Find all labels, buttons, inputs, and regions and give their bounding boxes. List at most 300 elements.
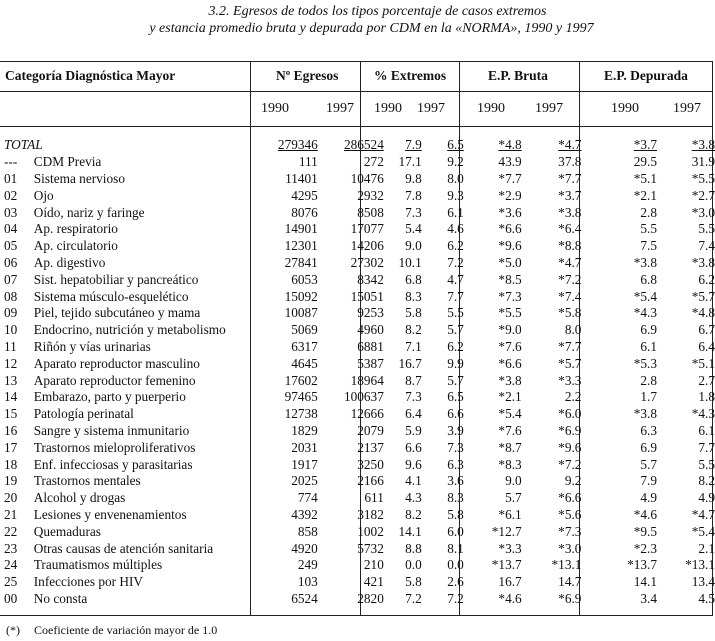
- row-value: *3.7: [558, 187, 582, 203]
- table-row: [4, 238, 715, 255]
- row-value: 2.6: [447, 574, 464, 590]
- row-value: *2.7: [691, 187, 715, 203]
- row-value: *3.8: [633, 254, 658, 270]
- total-row: [4, 137, 715, 154]
- row-category: Endocrino, nutrición y metabolismo: [33, 322, 226, 338]
- row-value: *4.7: [691, 506, 715, 522]
- row-value: 5.7: [447, 372, 464, 388]
- row-value: 6.2: [447, 338, 464, 354]
- row-value: *7.3: [558, 523, 582, 539]
- table-row: [4, 255, 715, 272]
- row-value: *3.0: [558, 540, 582, 556]
- top-rule: [0, 61, 713, 62]
- row-value: 6317: [291, 338, 318, 354]
- row-value: 2.1: [698, 540, 715, 556]
- row-code: 16: [4, 422, 18, 438]
- row-value: *3.8: [558, 204, 582, 220]
- row-category: Sistema músculo-esquelético: [33, 288, 189, 304]
- header-ep-depurada: E.P. Depurada: [604, 68, 688, 83]
- row-value: 16.7: [398, 355, 422, 371]
- row-category: Oído, nariz y faringe: [33, 204, 145, 220]
- table-row: [4, 305, 715, 322]
- row-value: 14.7: [558, 574, 582, 590]
- row-value: 1829: [291, 422, 318, 438]
- row-category: Riñón y vías urinarias: [33, 338, 151, 354]
- row-value: 8.2: [405, 322, 422, 338]
- header-egresos: Nº Egresos: [276, 68, 339, 83]
- row-value: 27841: [284, 254, 318, 270]
- row-value: 6.3: [640, 422, 658, 438]
- row-category: Quemaduras: [33, 523, 101, 539]
- table-row: [4, 456, 715, 473]
- row-value: 210: [363, 557, 384, 573]
- table-row: [4, 221, 715, 238]
- row-value: 17.1: [398, 154, 422, 170]
- total-value: *4.7: [558, 137, 582, 153]
- row-code: 15: [4, 406, 18, 422]
- row-value: 2.2: [564, 389, 582, 405]
- row-value: *5.3: [633, 355, 658, 371]
- row-value: *7.7: [558, 338, 582, 354]
- table-row: [4, 322, 715, 339]
- row-value: 858: [297, 523, 318, 539]
- row-code: 10: [4, 322, 18, 338]
- row-value: *8.3: [498, 456, 522, 472]
- row-value: 5.8: [447, 506, 464, 522]
- row-value: 27302: [350, 254, 384, 270]
- row-value: 8076: [291, 204, 318, 220]
- row-value: 4645: [291, 355, 318, 371]
- row-value: *8.8: [558, 238, 582, 254]
- row-value: *6.6: [498, 355, 522, 371]
- row-value: *5.7: [691, 288, 715, 304]
- row-code: 25: [4, 574, 18, 590]
- row-value: 97465: [284, 389, 318, 405]
- row-category: Enf. infecciosas y parasitarias: [33, 456, 193, 472]
- footnote: [6, 623, 217, 638]
- row-value: *5.8: [558, 305, 582, 321]
- row-value: 14.1: [398, 523, 422, 539]
- row-value: *4.6: [633, 506, 658, 522]
- row-value: 5.4: [405, 221, 422, 237]
- row-value: *5.7: [558, 355, 582, 371]
- row-value: *4.3: [633, 305, 658, 321]
- row-value: 4.7: [447, 271, 464, 287]
- row-category: Trastornos mentales: [33, 473, 141, 489]
- row-value: *9.5: [633, 523, 658, 539]
- table-row: [4, 557, 715, 574]
- row-value: 4.9: [640, 490, 658, 506]
- row-value: 5.7: [447, 322, 464, 338]
- row-code: 12: [4, 355, 18, 371]
- row-value: 8.3: [405, 288, 422, 304]
- row-value: 2079: [357, 422, 384, 438]
- table-row: [4, 187, 715, 204]
- year-header: 1990: [374, 101, 402, 116]
- row-value: *3.0: [691, 204, 715, 220]
- total-value: 6.5: [447, 137, 464, 153]
- total-value: *4.8: [498, 137, 522, 153]
- total-value: *3.8: [691, 137, 715, 153]
- total-label: TOTAL: [4, 137, 43, 153]
- year-header: 1990: [477, 101, 505, 116]
- row-value: *6.9: [558, 590, 582, 606]
- row-value: *5.1: [691, 355, 715, 371]
- row-value: 8.0: [447, 170, 464, 186]
- row-value: *6.6: [558, 490, 582, 506]
- row-value: 7.3: [405, 389, 422, 405]
- table-row: [4, 355, 715, 372]
- row-value: 10.1: [398, 254, 422, 270]
- row-value: 5.5: [698, 221, 715, 237]
- row-value: *2.1: [498, 389, 522, 405]
- row-value: 5.7: [640, 456, 658, 472]
- row-value: *4.8: [691, 305, 715, 321]
- row-value: 0.0: [405, 557, 422, 573]
- row-value: 7.8: [405, 187, 422, 203]
- row-value: 7.2: [405, 590, 422, 606]
- row-value: 611: [364, 490, 384, 506]
- row-value: 8.0: [564, 322, 582, 338]
- row-category: Aparato reproductor femenino: [33, 372, 196, 388]
- row-value: 3.4: [640, 590, 658, 606]
- row-value: 9.3: [447, 187, 464, 203]
- row-value: 8.1: [447, 540, 464, 556]
- row-value: 8508: [357, 204, 384, 220]
- row-value: 4920: [291, 540, 318, 556]
- row-value: 6.7: [698, 322, 715, 338]
- year-header: 1997: [326, 101, 354, 116]
- row-code: 21: [4, 506, 18, 522]
- row-value: *5.4: [691, 523, 715, 539]
- row-value: 4295: [291, 187, 318, 203]
- table-row: [4, 423, 715, 440]
- row-value: 1002: [357, 523, 384, 539]
- row-value: 2932: [357, 187, 384, 203]
- table-body: [4, 137, 715, 607]
- row-value: *7.2: [558, 271, 582, 287]
- row-value: *3.8: [498, 372, 522, 388]
- row-value: 6.8: [640, 271, 658, 287]
- total-cell: [249, 137, 318, 154]
- total-cell: [522, 137, 582, 154]
- row-value: 4.9: [698, 490, 715, 506]
- row-category: Trastornos mieloproliferativos: [33, 439, 196, 455]
- row-value: 18964: [350, 372, 384, 388]
- row-code: 13: [4, 372, 18, 388]
- row-value: 6.0: [447, 523, 464, 539]
- years-rule: [0, 126, 713, 127]
- row-value: 6.5: [447, 389, 464, 405]
- row-category: Lesiones y envenenamientos: [33, 506, 187, 522]
- row-value: 6.3: [447, 456, 464, 472]
- row-value: 15051: [350, 288, 384, 304]
- row-value: 16.7: [498, 574, 522, 590]
- row-value: 37.8: [558, 154, 582, 170]
- row-value: 7.7: [447, 288, 464, 304]
- row-value: 2.7: [698, 372, 715, 388]
- total-cell: [422, 137, 464, 154]
- row-value: 7.2: [447, 590, 464, 606]
- row-value: 8342: [357, 271, 384, 287]
- table-row: [4, 171, 715, 188]
- row-value: 8.7: [405, 372, 422, 388]
- row-value: *6.1: [498, 506, 522, 522]
- table-row: [4, 439, 715, 456]
- row-value: 17602: [284, 372, 318, 388]
- table-title-line2: y estancia promedio bruta y depurada por CDM en la «NORMA», 1990 y 1997: [149, 21, 594, 36]
- row-category: Ap. circulatorio: [33, 238, 118, 254]
- row-value: 9.2: [447, 154, 464, 170]
- row-value: 774: [297, 490, 318, 506]
- row-value: 6053: [291, 271, 318, 287]
- year-header: 1990: [261, 101, 289, 116]
- total-value: 7.9: [405, 137, 422, 153]
- table-row: [4, 574, 715, 591]
- row-value: 9.6: [405, 456, 422, 472]
- row-category: Piel, tejido subcutáneo y mama: [33, 305, 201, 321]
- row-value: 100637: [343, 389, 384, 405]
- header-category: Categoría Diagnóstica Mayor: [5, 68, 176, 83]
- row-value: *5.4: [498, 406, 522, 422]
- row-value: 2.8: [640, 204, 658, 220]
- row-value: 12666: [350, 406, 384, 422]
- row-value: *5.5: [691, 170, 715, 186]
- row-code: 23: [4, 540, 18, 556]
- row-value: *6.6: [498, 221, 522, 237]
- row-value: *6.9: [558, 422, 582, 438]
- total-cell: [657, 137, 715, 154]
- row-value: 8.8: [405, 540, 422, 556]
- total-value: 279346: [277, 137, 318, 153]
- row-code: 24: [4, 557, 18, 573]
- row-value: 421: [363, 574, 384, 590]
- row-value: *4.7: [558, 254, 582, 270]
- row-value: 5.8: [405, 574, 422, 590]
- row-value: 12301: [284, 238, 318, 254]
- row-value: 111: [298, 154, 318, 170]
- year-header: 1997: [673, 101, 701, 116]
- row-value: 3250: [357, 456, 384, 472]
- row-value: 7.2: [447, 254, 464, 270]
- row-value: 5.7: [505, 490, 522, 506]
- row-value: 3.6: [447, 473, 464, 489]
- row-value: *7.6: [498, 338, 522, 354]
- row-value: 7.3: [405, 204, 422, 220]
- table-row: [4, 523, 715, 540]
- row-value: 12738: [284, 406, 318, 422]
- row-code: 06: [4, 254, 18, 270]
- row-value: *3.6: [498, 204, 522, 220]
- row-value: *8.5: [498, 271, 522, 287]
- table-row: [4, 591, 715, 608]
- row-code: 07: [4, 271, 18, 287]
- row-value: 29.5: [633, 154, 658, 170]
- row-value: *7.3: [498, 288, 522, 304]
- row-value: 6881: [357, 338, 384, 354]
- row-value: 272: [363, 154, 384, 170]
- row-value: 5.8: [405, 305, 422, 321]
- row-category: Embarazo, parto y puerperio: [33, 389, 186, 405]
- row-value: 4960: [357, 322, 384, 338]
- row-value: 7.5: [640, 238, 658, 254]
- row-value: 4.5: [698, 590, 715, 606]
- row-value: *4.3: [691, 406, 715, 422]
- row-value: 8.2: [698, 473, 715, 489]
- row-category: Traumatismos múltiples: [33, 557, 163, 573]
- row-value: 9253: [357, 305, 384, 321]
- row-value: 5.5: [447, 305, 464, 321]
- row-value: *7.7: [498, 170, 522, 186]
- row-code: 19: [4, 473, 18, 489]
- row-code: 20: [4, 490, 18, 506]
- row-code: ---: [4, 154, 18, 170]
- row-category: Aparato reproductor masculino: [33, 355, 200, 371]
- row-value: 9.0: [505, 473, 522, 489]
- row-value: 7.9: [640, 473, 658, 489]
- row-value: 9.2: [564, 473, 582, 489]
- row-value: *8.7: [498, 439, 522, 455]
- row-value: 6.1: [698, 422, 715, 438]
- table-row: [4, 372, 715, 389]
- row-category: Alcohol y drogas: [33, 490, 126, 506]
- row-value: *3.8: [633, 406, 658, 422]
- row-category: CDM Previa: [33, 154, 102, 170]
- table-row: [4, 540, 715, 557]
- row-value: 3.9: [447, 422, 464, 438]
- row-code: 00: [4, 590, 18, 606]
- total-value: *3.7: [633, 137, 658, 153]
- row-value: *3.3: [498, 540, 522, 556]
- header-rule: [0, 91, 713, 92]
- row-code: 04: [4, 221, 18, 237]
- row-value: 5732: [357, 540, 384, 556]
- year-header: 1997: [535, 101, 563, 116]
- table-row: [4, 490, 715, 507]
- row-value: *9.6: [498, 238, 522, 254]
- table-row: [4, 389, 715, 406]
- row-value: 249: [297, 557, 318, 573]
- row-value: 31.9: [691, 154, 715, 170]
- row-value: 7.3: [447, 439, 464, 455]
- row-value: 103: [297, 574, 318, 590]
- year-header: 1997: [417, 101, 445, 116]
- row-category: Ojo: [33, 187, 54, 203]
- row-value: 7.4: [698, 238, 715, 254]
- row-value: 6.2: [447, 238, 464, 254]
- row-value: 6.8: [405, 271, 422, 287]
- data-table: [4, 137, 715, 607]
- row-value: 14.1: [633, 574, 658, 590]
- table-row: [4, 473, 715, 490]
- row-value: 6.4: [405, 406, 422, 422]
- row-code: 03: [4, 204, 18, 220]
- row-value: 15092: [284, 288, 318, 304]
- row-value: 2.8: [640, 372, 658, 388]
- row-value: 2820: [357, 590, 384, 606]
- row-code: 01: [4, 170, 18, 186]
- row-category: Ap. digestivo: [33, 254, 106, 270]
- row-category: Sist. hepatobiliar y pancreático: [33, 271, 199, 287]
- row-value: *7.2: [558, 456, 582, 472]
- row-value: 6.6: [447, 406, 464, 422]
- year-header: 1990: [611, 101, 639, 116]
- row-value: *5.1: [633, 170, 658, 186]
- row-value: 6.9: [640, 439, 658, 455]
- table-title-line1: 3.2. Egresos de todos los tipos porcentaje de casos extremos: [208, 4, 547, 19]
- row-value: 5387: [357, 355, 384, 371]
- row-value: 17077: [350, 221, 384, 237]
- row-value: 1.7: [640, 389, 658, 405]
- row-value: 4.1: [405, 473, 422, 489]
- total-cell: [384, 137, 422, 154]
- row-value: *6.0: [558, 406, 582, 422]
- row-value: 8.3: [447, 490, 464, 506]
- row-value: 6.6: [405, 439, 422, 455]
- row-code: 08: [4, 288, 18, 304]
- row-value: 9.9: [447, 355, 464, 371]
- row-code: 05: [4, 238, 18, 254]
- row-value: *2.9: [498, 187, 522, 203]
- row-value: *3.3: [558, 372, 582, 388]
- table-row: [4, 406, 715, 423]
- row-value: 4392: [291, 506, 318, 522]
- row-value: *9.6: [558, 439, 582, 455]
- row-category: Patología perinatal: [33, 406, 134, 422]
- row-value: *13.1: [685, 557, 715, 573]
- row-value: 6.1: [447, 204, 464, 220]
- row-value: *5.0: [498, 254, 522, 270]
- row-value: *5.4: [633, 288, 658, 304]
- row-category: Otras causas de atención sanitaria: [33, 540, 214, 556]
- bottom-rule: [0, 615, 713, 616]
- row-value: *9.0: [498, 322, 522, 338]
- row-value: 6.9: [640, 322, 658, 338]
- row-value: 5.9: [405, 422, 422, 438]
- row-value: 6.1: [640, 338, 658, 354]
- row-value: *6.4: [558, 221, 582, 237]
- row-value: 4.6: [447, 221, 464, 237]
- row-value: *13.7: [627, 557, 658, 573]
- row-code: 11: [4, 338, 17, 354]
- row-value: 2031: [291, 439, 318, 455]
- total-value: 286524: [343, 137, 384, 153]
- row-value: 14901: [284, 221, 318, 237]
- row-value: 2166: [357, 473, 384, 489]
- row-value: 3182: [357, 506, 384, 522]
- row-value: *7.7: [558, 170, 582, 186]
- row-value: 7.1: [405, 338, 422, 354]
- row-value: 10087: [284, 305, 318, 321]
- row-code: 18: [4, 456, 18, 472]
- row-value: 43.9: [498, 154, 522, 170]
- total-cell: [581, 137, 657, 154]
- row-category: Infecciones por HIV: [33, 574, 144, 590]
- table-row: [4, 204, 715, 221]
- row-value: 9.0: [405, 238, 422, 254]
- row-value: *13.7: [491, 557, 522, 573]
- total-cell: [318, 137, 384, 154]
- row-value: 11401: [285, 170, 318, 186]
- row-value: 4.3: [405, 490, 422, 506]
- row-code: 14: [4, 389, 18, 405]
- row-value: 8.2: [405, 506, 422, 522]
- footnote-text: Coeficiente de variación mayor de 1.0: [34, 623, 218, 637]
- row-value: *13.1: [551, 557, 582, 573]
- row-value: 9.8: [405, 170, 422, 186]
- header-ep-bruta: E.P. Bruta: [488, 68, 548, 83]
- row-category: Sistema nervioso: [33, 170, 125, 186]
